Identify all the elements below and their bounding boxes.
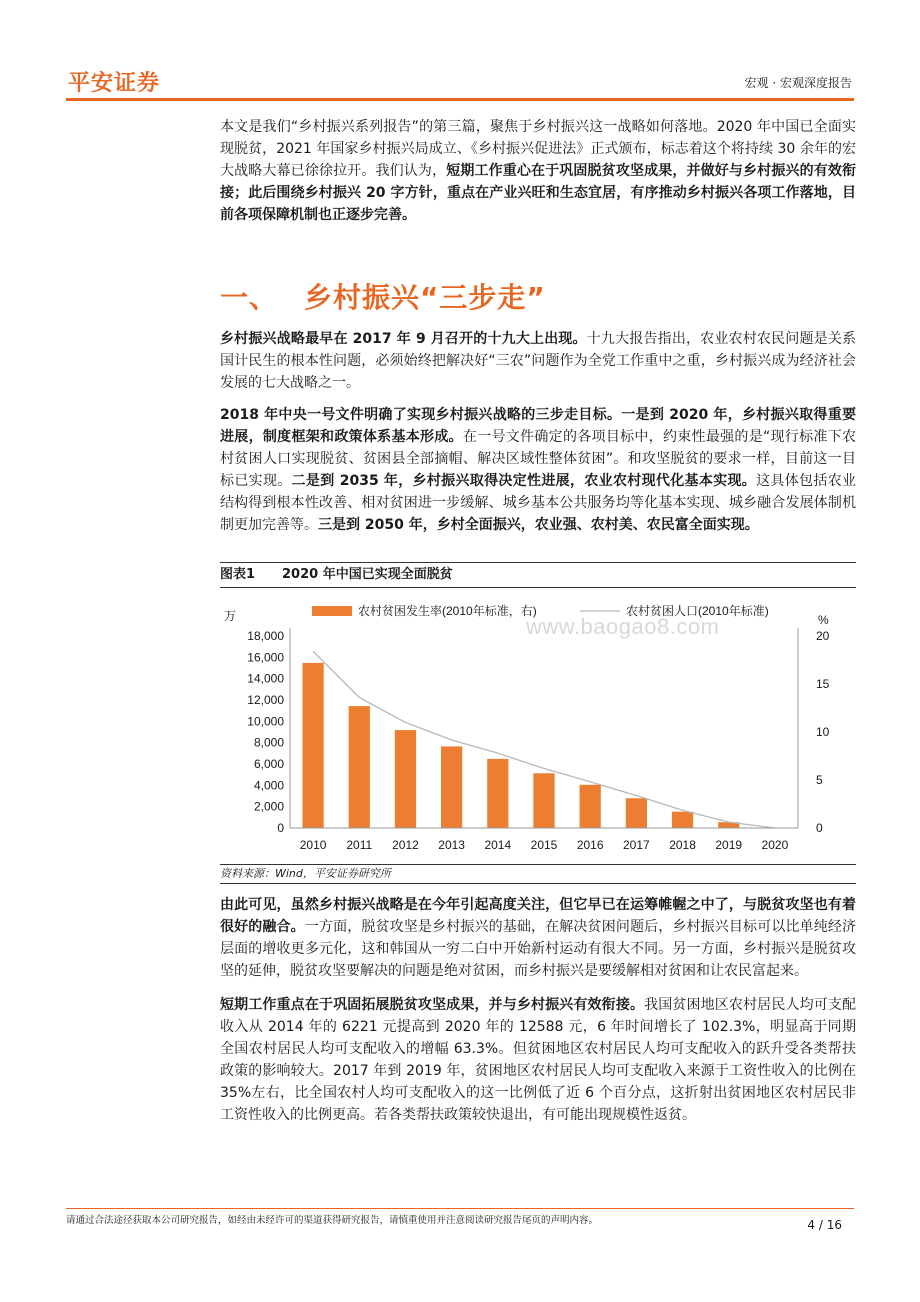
left-axis-tick-label: 6,000: [253, 757, 284, 771]
x-axis-tick-label: 2018: [669, 838, 696, 852]
body-section-1: [220, 328, 856, 536]
bar-poverty-rate: [672, 812, 693, 828]
paragraph-4-lead: 由此可见，虽然乡村振兴战略是在今年引起高度关注，但它早已在运筹帷幄之中了，与脱贫攻坚也有着很好的融合。: [220, 897, 856, 935]
paragraph-2-lead: 乡村振兴战略最早在 2017 年 9 月召开的十九大上出现。: [220, 331, 587, 347]
paragraph-4: [220, 894, 856, 982]
left-axis-tick-label: 18,000: [247, 629, 284, 643]
x-axis-tick-label: 2015: [530, 838, 558, 852]
legend-label-bar: 农村贫困发生率(2010年标准，右): [358, 604, 537, 618]
left-axis-tick-label: 4,000: [253, 778, 284, 793]
right-axis-unit: %: [818, 613, 829, 627]
body-section-2: [220, 894, 856, 1126]
figure-label: 图表1: [220, 567, 256, 582]
figure-title: 2020 年中国已实现全面脱贫: [282, 567, 453, 582]
bar-poverty-rate: [302, 663, 323, 828]
paragraph-3-detail: 这具体包括农业结构得到根本性改善、相对贫困进一步缓解、城乡基本公共服务均等化基本实现、城乡融合发展体制机制更加完善等。: [220, 473, 857, 533]
left-axis-tick-label: 10,000: [247, 714, 284, 729]
legend-label-line: 农村贫困人口(2010年标准): [626, 604, 769, 618]
bar-poverty-rate: [580, 785, 601, 828]
left-axis-tick-label: 16,000: [247, 650, 284, 665]
right-axis-tick-label: 0: [816, 821, 823, 835]
x-axis-tick-label: 2012: [392, 838, 419, 852]
footer-disclaimer: 请通过合法途径获取本公司研究报告，如经由未经许可的渠道获得研究报告，请慎重使用并注意阅读研究报告尾页的声明内容。: [66, 1215, 599, 1226]
paragraph-3-goal2: 二是到 2035 年，乡村振兴取得决定性进展，农业农村现代化基本实现。: [291, 473, 757, 489]
left-axis-tick-label: 2,000: [253, 799, 284, 814]
paragraph-5-lead: 短期工作重点在于巩固拓展脱贫攻坚成果，并与乡村振兴有效衔接。: [220, 997, 645, 1013]
right-axis-tick-label: 20: [816, 629, 830, 643]
left-axis-tick-label: 12,000: [247, 693, 284, 707]
intro-paragraph: [220, 116, 856, 226]
x-axis-tick-label: 2010: [299, 838, 327, 852]
left-axis-tick-label: 8,000: [253, 735, 284, 750]
bar-poverty-rate: [349, 706, 370, 828]
paragraph-5-text: 我国贫困地区农村居民人均可支配收入从 2014 年的 6221 元提高到 2020 年的 12588 元，6 年时间增长了 102.3%，明显高于同期全国农村居民人均可支配收入的增幅 63.3%。但贫困地区农村居民人均可支配收入的跃升受各类帮扶政策的影响较大。2017 年到 2019 年，贫困地区农村居民人均可支配收入来源于工资性收入的比例在 35%左右，比全国农村人均可支配收入的这一比例低了近 6 个百分点，这折射出贫困地区农村居民非工资性收入的比例更高。若各类帮扶政策较快退出，有可能出现规模性返贫。: [220, 997, 857, 1123]
bar-poverty-rate: [395, 730, 416, 828]
bar-poverty-rate: [487, 759, 508, 828]
x-axis-tick-label: 2014: [484, 838, 512, 852]
right-axis-tick-label: 10: [816, 725, 830, 739]
footer-divider: [66, 1208, 854, 1209]
legend-swatch-bar: [312, 606, 352, 616]
intro-text: 本文是我们“乡村振兴系列报告”的第三篇，聚焦于乡村振兴这一战略如何落地。2020 年中国已全面实现脱贫，2021 年国家乡村振兴局成立、《乡村振兴促进法》正式颁布，标志着这个将持续 30 余年的宏大战略大幕已徐徐拉开。我们认为，: [220, 119, 856, 179]
x-axis-tick-label: 2020: [761, 838, 789, 852]
paragraph-3-lead: 2018 年中央一号文件明确了实现乡村振兴战略的三步走目标。一是到 2020 年，乡村振兴取得重要进展，制度框架和政策体系基本形成。: [220, 407, 856, 445]
bar-poverty-rate: [441, 746, 462, 828]
figure-source: 资料来源：Wind，平安证券研究所: [220, 864, 856, 884]
intro-highlight: 短期工作重心在于巩固脱贫攻坚成果，并做好与乡村振兴的有效衔接；此后围绕乡村振兴 20 字方针，重点在产业兴旺和生态宜居，有序推动乡村振兴各项工作落地，目前各项保障机制也正逐步完善。: [220, 163, 857, 223]
paragraph-2: [220, 328, 856, 394]
paragraph-3: [220, 404, 856, 536]
x-axis-tick-label: 2017: [623, 838, 650, 852]
report-category: 宏观 · 宏观深度报告: [744, 76, 852, 90]
bar-poverty-rate: [533, 773, 554, 828]
bar-poverty-rate: [626, 798, 647, 828]
section-heading: [220, 276, 546, 316]
intro-section: [220, 116, 856, 226]
figure-title-bar: [220, 562, 856, 588]
left-axis-tick-label: 0: [277, 821, 284, 835]
paragraph-5: [220, 994, 856, 1126]
x-axis-tick-label: 2013: [438, 838, 465, 852]
section-title: 乡村振兴“三步走”: [304, 281, 546, 314]
paragraph-3-goal3: 三是到 2050 年，乡村全面振兴，农业强、农村美、农民富全面实现。: [318, 517, 759, 533]
header-divider: [66, 98, 854, 101]
paragraph-3-text: 在一号文件确定的各项目标中，约束性最强的是“现行标准下农村贫困人口实现脱贫、贫困县全部摘帽、解决区域性整体贫困”。和攻坚脱贫的要求一样，目前这一目标已实现。: [220, 429, 856, 489]
right-axis-tick-label: 5: [816, 773, 823, 787]
watermark: www.baogao8.com: [526, 614, 720, 639]
paragraph-4-text: 一方面，脱贫攻坚是乡村振兴的基础，在解决贫困问题后，乡村振兴目标可以比单纯经济层面的增收更多元化，这和韩国从一穷二白中开始新村运动有很大不同。另一方面，乡村振兴是脱贫攻坚的延伸，脱贫攻坚要解决的问题是绝对贫困，而乡村振兴是要缓解相对贫困和让农民富起来。: [220, 919, 857, 979]
section-number: 一、: [220, 281, 279, 314]
brand-logo: 平安证券: [68, 71, 161, 96]
paragraph-2-text: 十九大报告指出，农业农村农民问题是关系国计民生的根本性问题，必须始终把解决好“三农”问题作为全党工作重中之重，乡村振兴成为经济社会发展的七大战略之一。: [220, 331, 856, 391]
left-axis-unit: 万: [224, 609, 237, 623]
x-axis-tick-label: 2019: [715, 838, 743, 852]
x-axis-tick-label: 2011: [346, 838, 373, 852]
left-axis-tick-label: 14,000: [247, 671, 284, 686]
x-axis-tick-label: 2016: [576, 838, 604, 852]
page-number: 4 / 16: [807, 1218, 842, 1232]
right-axis-tick-label: 15: [816, 677, 830, 691]
